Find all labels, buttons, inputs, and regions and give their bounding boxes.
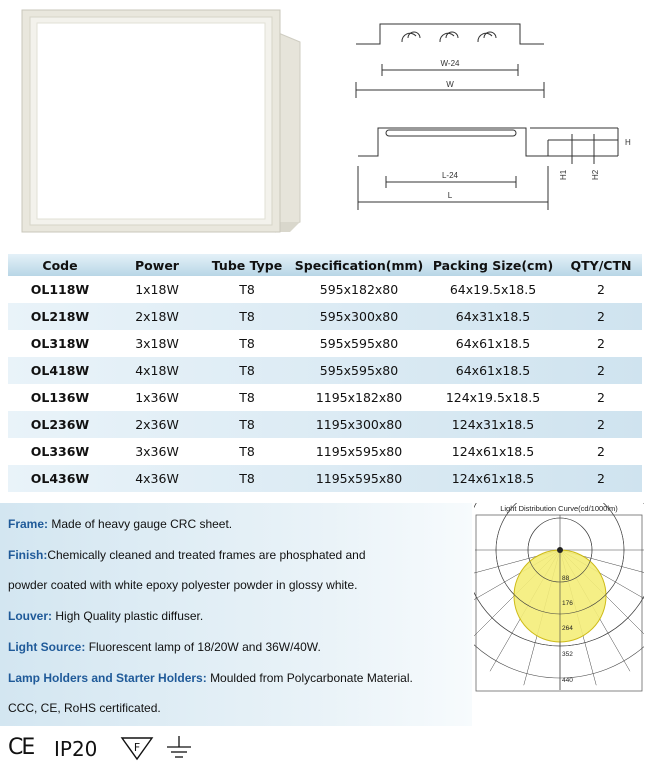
cell-specification: 1195x595x80	[315, 444, 403, 459]
cell-specification: 595x595x80	[319, 363, 399, 378]
feature-light-source-label: Light Source:	[8, 640, 86, 654]
cell-code: OL118W	[30, 282, 90, 297]
cell-specification: 595x595x80	[319, 336, 399, 351]
header-power: Power	[135, 257, 179, 273]
cell-qty: 2	[597, 309, 605, 324]
cell-code: OL418W	[30, 363, 90, 378]
cell-code: OL436W	[30, 471, 90, 486]
dim-h-label: H	[625, 138, 631, 147]
header-packing-size: Packing Size(cm)	[432, 257, 554, 273]
light-chart-title: Light Distribution Curve(cd/1000lm)	[500, 504, 618, 513]
cell-qty: 2	[597, 417, 605, 432]
cell-qty: 2	[597, 363, 605, 378]
feature-light-source-text: Fluorescent lamp of 18/20W and 36W/40W.	[88, 640, 321, 654]
cell-packing-size: 124x31x18.5	[451, 417, 535, 432]
table-row	[8, 276, 642, 303]
cell-packing-size: 124x61x18.5	[451, 444, 535, 459]
width-dimension-drawing	[350, 8, 550, 108]
cell-code: OL236W	[30, 417, 90, 432]
cell-qty: 2	[597, 471, 605, 486]
f-mark-icon	[120, 735, 154, 761]
cell-power: 1x18W	[135, 282, 179, 297]
table-header-row	[8, 254, 642, 276]
light-chart-tick: 352	[562, 651, 573, 658]
dim-l-label: L	[447, 191, 453, 200]
cell-code: OL318W	[30, 336, 90, 351]
dim-w24-label: W-24	[440, 59, 460, 68]
feature-lamp-holders-text: Moulded from Polycarbonate Material.	[210, 671, 413, 685]
ip20-mark: IP20	[54, 737, 98, 761]
header-specification: Specification(mm)	[294, 257, 424, 273]
cell-packing-size: 64x61x18.5	[455, 336, 531, 351]
certification-marks	[8, 733, 268, 765]
feature-frame-text: Made of heavy gauge CRC sheet.	[51, 517, 233, 531]
feature-finish-label: Finish:	[8, 548, 48, 562]
cell-specification: 1195x595x80	[315, 471, 403, 486]
cell-code: OL336W	[30, 444, 90, 459]
cell-packing-size: 124x19.5x18.5	[445, 390, 541, 405]
features-panel	[0, 503, 472, 726]
cell-qty: 2	[597, 282, 605, 297]
feature-louver	[8, 609, 203, 623]
cell-tube-type: T8	[239, 363, 255, 378]
cell-tube-type: T8	[239, 336, 255, 351]
ground-symbol-icon	[164, 735, 194, 763]
feature-light-source	[8, 640, 321, 654]
header-tube-type: Tube Type	[211, 257, 283, 273]
table-row	[8, 303, 642, 330]
cell-packing-size: 64x19.5x18.5	[449, 282, 537, 297]
table-row	[8, 438, 642, 465]
cell-specification: 1195x182x80	[315, 390, 403, 405]
cell-tube-type: T8	[239, 390, 255, 405]
table-row	[8, 384, 642, 411]
feature-frame	[8, 517, 232, 531]
cell-packing-size: 124x61x18.5	[451, 471, 535, 486]
light-chart-tick: 88	[562, 575, 570, 582]
cell-tube-type: T8	[239, 282, 255, 297]
light-chart-tick: 264	[562, 625, 573, 632]
table-row	[8, 357, 642, 384]
table-row	[8, 465, 642, 492]
cell-code: OL218W	[30, 309, 90, 324]
cell-power: 4x36W	[135, 471, 179, 486]
feature-lamp-holders	[8, 671, 413, 685]
cell-qty: 2	[597, 390, 605, 405]
dim-h2-label: H2	[591, 169, 600, 180]
dim-w-label: W	[446, 80, 454, 89]
cell-specification: 1195x300x80	[315, 417, 403, 432]
cell-power: 2x18W	[135, 309, 179, 324]
feature-finish	[8, 548, 366, 562]
feature-finish-text: Chemically cleaned and treated frames are phosphated and	[47, 548, 366, 562]
feature-louver-text: High Quality plastic diffuser.	[55, 609, 204, 623]
feature-finish-continued: powder coated with white epoxy polyester powder in glossy white.	[8, 578, 358, 592]
feature-lamp-holders-label: Lamp Holders and Starter Holders:	[8, 671, 207, 685]
feature-louver-label: Louver:	[8, 609, 53, 623]
cell-tube-type: T8	[239, 444, 255, 459]
light-chart-tick: 176	[562, 600, 573, 607]
cell-packing-size: 64x31x18.5	[455, 309, 531, 324]
light-distribution-chart	[474, 503, 644, 693]
table-row	[8, 411, 642, 438]
header-qty-ctn: QTY/CTN	[570, 257, 632, 273]
dim-h1-label: H1	[559, 169, 568, 180]
spec-table	[8, 254, 642, 492]
cell-specification: 595x300x80	[319, 309, 399, 324]
length-height-drawing	[350, 120, 640, 215]
cell-power: 4x18W	[135, 363, 179, 378]
cell-tube-type: T8	[239, 417, 255, 432]
cell-power: 3x36W	[135, 444, 179, 459]
header-code: Code	[42, 257, 78, 273]
cell-power: 3x18W	[135, 336, 179, 351]
light-chart-tick: 440	[562, 677, 573, 684]
dim-l24-label: L-24	[441, 171, 459, 180]
cell-tube-type: T8	[239, 309, 255, 324]
cell-tube-type: T8	[239, 471, 255, 486]
feature-frame-label: Frame:	[8, 517, 49, 531]
cell-power: 1x36W	[135, 390, 179, 405]
cell-code: OL136W	[30, 390, 90, 405]
ce-mark: CE	[8, 735, 34, 760]
table-row	[8, 330, 642, 357]
cell-qty: 2	[597, 444, 605, 459]
cell-power: 2x36W	[135, 417, 179, 432]
cell-qty: 2	[597, 336, 605, 351]
feature-certification: CCC, CE, RoHS certificated.	[8, 701, 161, 715]
panel-light-photo	[0, 0, 310, 240]
cell-packing-size: 64x61x18.5	[455, 363, 531, 378]
cell-specification: 595x182x80	[319, 282, 399, 297]
f-mark-letter: F	[133, 741, 141, 754]
